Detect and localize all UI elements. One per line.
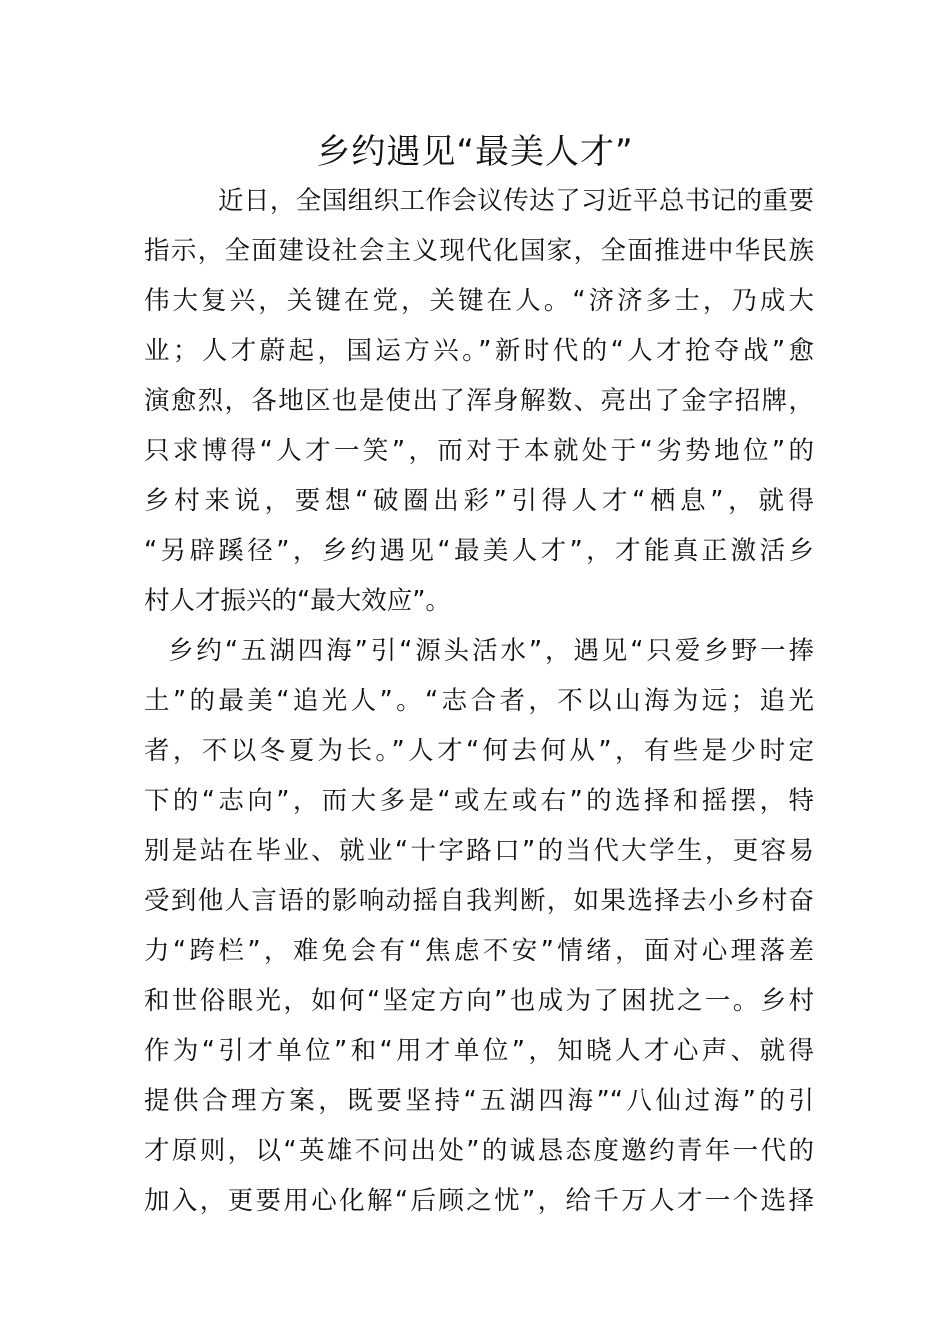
text-line: 作为“引才单位”和“用才单位”，知晓人才心声、就得: [144, 1036, 814, 1066]
text-line: 才原则，以“英雄不问出处”的诚恳态度邀约青年一代的: [144, 1136, 814, 1166]
text-line: 土”的最美“追光人”。“志合者，不以山海为远；追光: [144, 686, 814, 716]
text-line: 受到他人言语的影响动摇自我判断，如果选择去小乡村奋: [144, 886, 814, 916]
text-line: 下的“志向”，而大多是“或左或右”的选择和摇摆，特: [144, 786, 814, 816]
text-line: 指示，全面建设社会主义现代化国家，全面推进中华民族: [144, 236, 814, 266]
text-line: 近日，全国组织工作会议传达了习近平总书记的重要: [218, 186, 814, 216]
text-line: 加入，更要用心化解“后顾之忧”，给千万人才一个选择: [144, 1186, 814, 1216]
text-line: 和世俗眼光，如何“坚定方向”也成为了困扰之一。乡村: [144, 986, 814, 1016]
text-line: “另辟蹊径”，乡约遇见“最美人才”，才能真正激活乡: [144, 536, 814, 566]
text-line: 乡村来说，要想“破圈出彩”引得人才“栖息”，就得: [144, 486, 814, 516]
document-body: [144, 176, 814, 1226]
text-line: 村人才振兴的“最大效应”。: [144, 586, 451, 616]
text-line: 别是站在毕业、就业“十字路口”的当代大学生，更容易: [144, 836, 814, 866]
text-line: 乡约“五湖四海”引“源头活水”，遇见“只爱乡野一捧: [168, 636, 814, 666]
text-line: 演愈烈，各地区也是使出了浑身解数、亮出了金字招牌，: [144, 386, 814, 416]
text-line: 伟大复兴，关键在党，关键在人。“济济多士，乃成大: [144, 286, 814, 316]
document-title: 乡约遇见“最美人才”: [316, 132, 634, 172]
text-line: 力“跨栏”，难免会有“焦虑不安”情绪，面对心理落差: [144, 936, 814, 966]
text-line: 提供合理方案，既要坚持“五湖四海”“八仙过海”的引: [144, 1086, 814, 1116]
text-line: 业；人才蔚起，国运方兴。”新时代的“人才抢夺战”愈: [144, 336, 814, 366]
text-line: 只求博得“人才一笑”，而对于本就处于“劣势地位”的: [144, 436, 814, 466]
text-line: 者，不以冬夏为长。”人才“何去何从”，有些是少时定: [144, 736, 814, 766]
